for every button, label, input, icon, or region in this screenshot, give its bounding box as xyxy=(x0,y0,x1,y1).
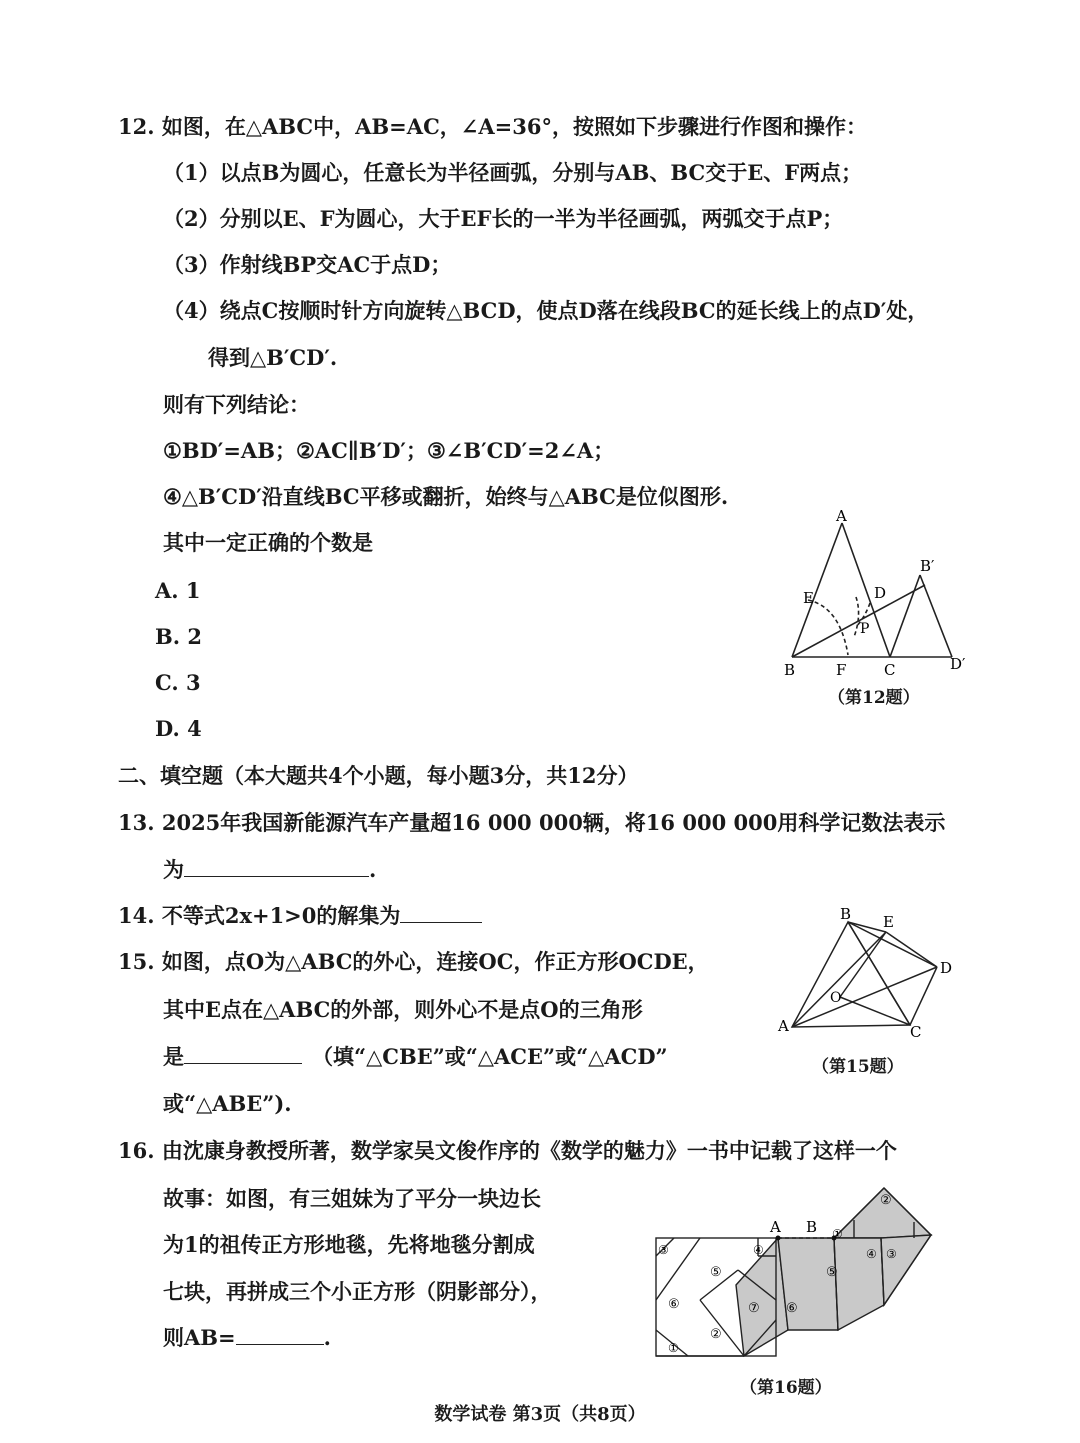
q15-label-c: C xyxy=(910,1023,922,1041)
q12-stem: 12. 如图，在△ABC中，AB=AC，∠A=36°，按照如下步骤进行作图和操作： xyxy=(118,114,867,139)
q16-piece-1-right: ① xyxy=(832,1227,843,1241)
q15-prefix: 是 xyxy=(163,1044,184,1069)
q15-line2: 其中E点在△ABC的外部，则外心不是点O的三角形 xyxy=(163,997,643,1022)
q16-line4: 七块，再拼成三个小正方形（阴影部分）， xyxy=(163,1279,552,1304)
q12-label-e: E xyxy=(803,589,814,607)
q16-line3: 为1的祖传正方形地毯，先将地毯分割成 xyxy=(163,1232,535,1257)
q12-label-b-prime: B′ xyxy=(920,557,935,575)
q12-option-b: B. 2 xyxy=(155,624,202,649)
q12-option-d: D. 4 xyxy=(155,716,202,741)
q16-answer-blank[interactable] xyxy=(236,1324,324,1345)
q13-line1: 13. 2025年我国新能源汽车产量超16 000 000辆，将16 000 000用科学记数法表示 xyxy=(118,810,946,835)
q16-piece-4-left: ④ xyxy=(753,1243,764,1257)
q16-label-b: B xyxy=(806,1218,818,1236)
q12-label-c: C xyxy=(884,661,896,679)
q15-line1: 15. 如图，点O为△ABC的外心，连接OC，作正方形OCDE， xyxy=(118,949,709,974)
q16-piece-3-left: ③ xyxy=(658,1243,669,1257)
q15-line4: 或“△ABE”). xyxy=(163,1091,292,1116)
q12-step4a: （4）绕点C按顺时针方向旋转△BCD，使点D落在线段BC的延长线上的点D′处， xyxy=(163,298,929,323)
q16-prefix: 则AB= xyxy=(163,1325,236,1350)
q16-piece-5-right: ⑤ xyxy=(826,1265,838,1280)
q15-label-b: B xyxy=(840,905,852,923)
q12-label-p: P xyxy=(860,621,870,637)
q16-piece-1-left: ① xyxy=(668,1341,679,1355)
q16-label-a: A xyxy=(770,1218,781,1236)
q13-answer-blank[interactable] xyxy=(184,856,369,877)
q16-line5 xyxy=(163,1323,331,1353)
q15-line3 xyxy=(163,1042,668,1072)
q12-step3: （3）作射线BP交AC于点D； xyxy=(163,252,452,277)
q12-step4b: 得到△B′CD′. xyxy=(208,345,338,370)
q14-text: 14. 不等式2x+1>0的解集为 xyxy=(118,903,401,928)
q15-figure xyxy=(772,905,962,1045)
q15-label-d: D xyxy=(940,959,953,977)
q12-conclusion4: ④△B′CD′沿直线BC平移或翻折，始终与△ABC是位似图形. xyxy=(163,484,729,509)
q12-option-c: C. 3 xyxy=(155,670,201,695)
q16-piece-3-right: ③ xyxy=(886,1247,897,1261)
q14-answer-blank[interactable] xyxy=(400,902,482,923)
q12-caption: （第12题） xyxy=(828,688,920,708)
q15-suffix: （填“△CBE”或“△ACE”或“△ACD” xyxy=(312,1044,668,1069)
q13-prefix: 为 xyxy=(163,857,184,882)
q15-label-a: A xyxy=(778,1017,789,1035)
q16-piece-2-left: ② xyxy=(710,1327,722,1342)
q12-figure xyxy=(770,505,980,685)
q16-line2: 故事：如图，有三姐妹为了平分一块边长 xyxy=(163,1186,541,1211)
q15-label-o: O xyxy=(830,990,842,1006)
q15-answer-blank[interactable] xyxy=(184,1043,302,1064)
page-footer: 数学试卷 第3页（共8页） xyxy=(434,1404,646,1425)
q15-label-e: E xyxy=(883,913,894,931)
q16-line1: 16. 由沈康身教授所著，数学家吴文俊作序的《数学的魅力》一书中记载了这样一个 xyxy=(118,1138,897,1163)
q12-question: 其中一定正确的个数是 xyxy=(163,530,373,555)
q12-step2: （2）分别以E、F为圆心，大于EF长的一半为半径画弧，两弧交于点P； xyxy=(163,206,844,231)
q12-lead: 则有下列结论： xyxy=(163,392,310,417)
q12-label-f: F xyxy=(836,661,847,679)
q13-line2 xyxy=(163,855,376,885)
q12-option-a: A. 1 xyxy=(155,578,201,603)
q12-conclusions: ①BD′=AB；②AC∥B′D′；③∠B′CD′=2∠A； xyxy=(163,438,615,463)
q12-label-a: A xyxy=(836,507,847,525)
q16-figure xyxy=(648,1180,938,1365)
q12-label-d: D xyxy=(874,584,887,602)
q16-piece-6-right: ⑥ xyxy=(786,1301,798,1316)
q16-caption: （第16题） xyxy=(740,1378,832,1398)
q12-label-d-prime: D′ xyxy=(950,655,966,673)
q15-caption: （第15题） xyxy=(812,1057,904,1077)
q12-label-b: B xyxy=(784,661,796,679)
section2-heading: 二、填空题（本大题共4个小题，每小题3分，共12分） xyxy=(118,763,639,788)
q12-step1: （1）以点B为圆心，任意长为半径画弧，分别与AB、BC交于E、F两点； xyxy=(163,160,863,185)
q13-suffix: . xyxy=(369,857,377,882)
q16-suffix: . xyxy=(323,1325,331,1350)
q16-piece-5-left: ⑤ xyxy=(710,1265,722,1280)
q14-line xyxy=(118,901,482,931)
q16-piece-4-right: ④ xyxy=(866,1247,877,1261)
q16-piece-6-left: ⑥ xyxy=(668,1297,680,1312)
q16-piece-2-right: ② xyxy=(880,1193,892,1208)
q16-piece-7: ⑦ xyxy=(748,1301,760,1316)
